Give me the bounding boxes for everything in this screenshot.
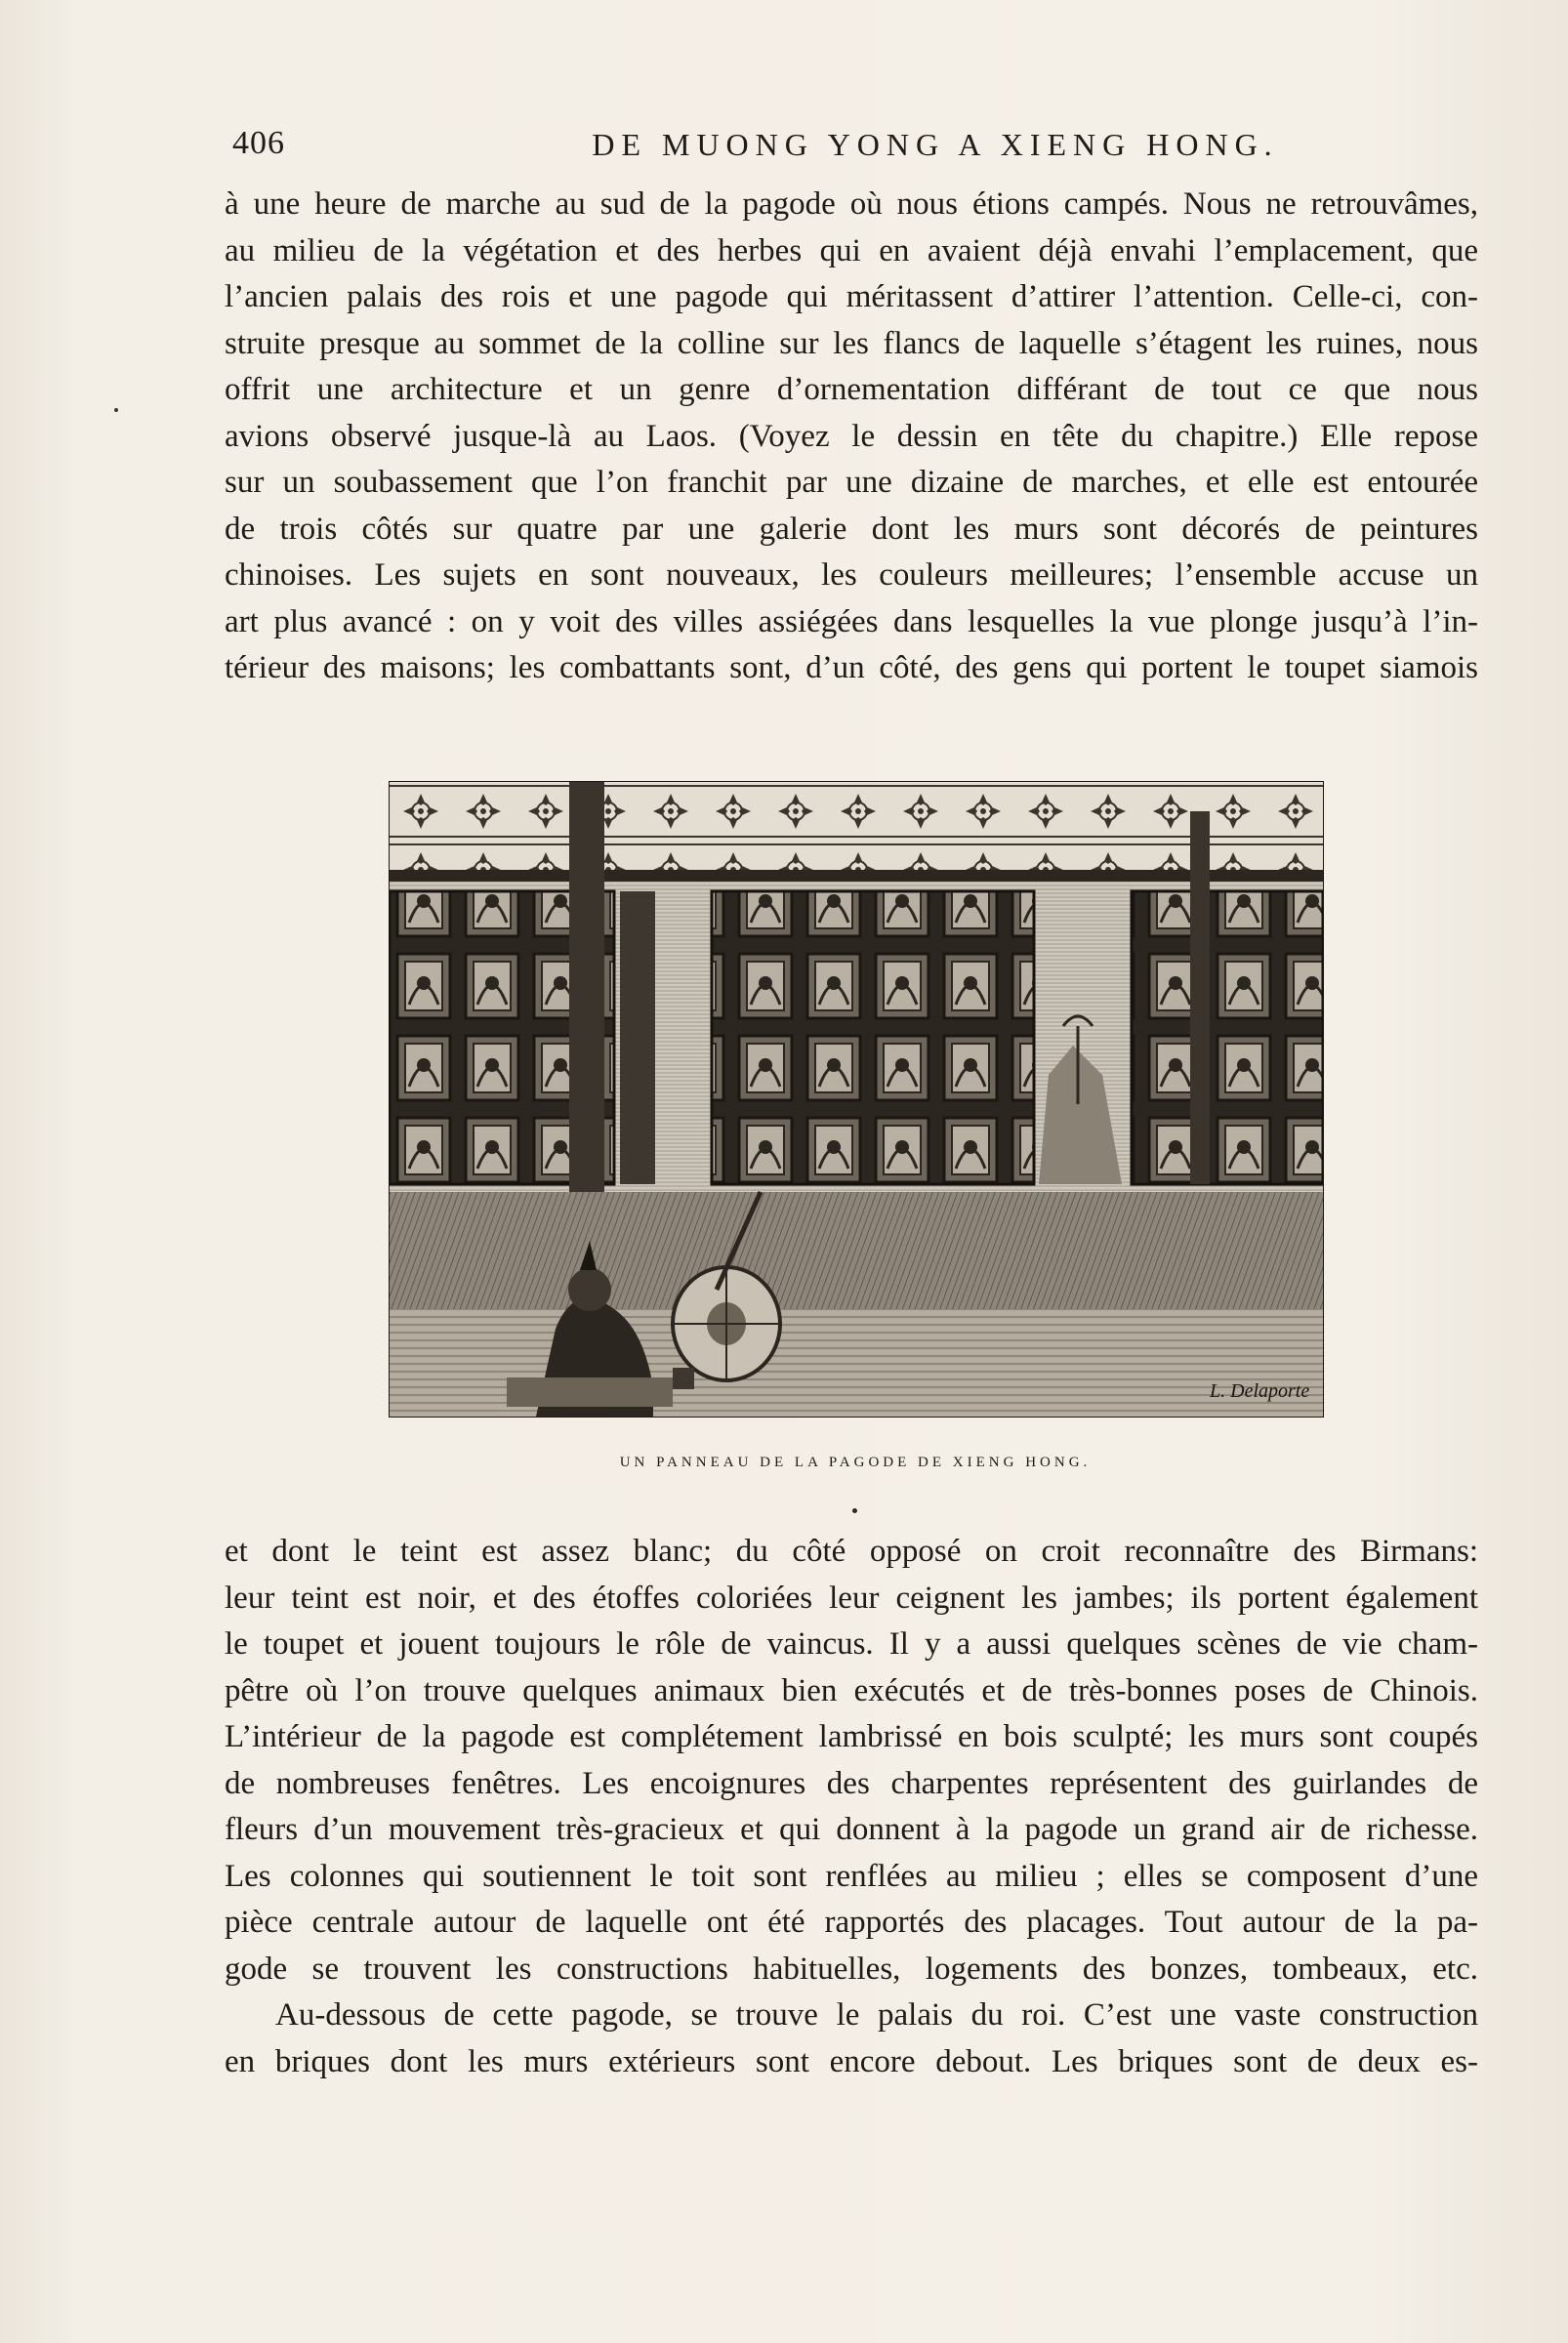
- text-line: Les colonnes qui soutiennent le toit sont renflées au milieu ; elles se composent d’une: [225, 1858, 1478, 1894]
- text-line: en briques dont les murs extérieurs sont encore debout. Les briques sont de deux es-: [225, 2043, 1478, 2079]
- artist-signature: L. Delaporte: [1210, 1380, 1310, 1402]
- engraving-illustration: [389, 781, 1324, 1418]
- text-line: térieur des maisons; les combattants sont, d’un côté, des gens qui portent le toupet siamois: [225, 650, 1478, 685]
- text-line: pièce centrale autour de laquelle ont été rapportés des placages. Tout autour de la pa-: [225, 1905, 1478, 1940]
- figure-caption: UN PANNEAU DE LA PAGODE DE XIENG HONG.: [619, 1455, 1092, 1470]
- text-line: gode se trouvent les constructions habituelles, logements des bonzes, tombeaux, etc.: [225, 1951, 1478, 1987]
- text-line: de nombreuses fenêtres. Les encoignures des charpentes représentent des guirlandes de: [225, 1765, 1478, 1801]
- text-line: struite presque au sommet de la colline sur les flancs de laquelle s’étagent les ruines, nous: [225, 325, 1478, 361]
- body-text-top: [225, 182, 1478, 692]
- text-line: l’ancien palais des rois et une pagode qui méritassent d’attirer l’attention. Celle-ci, con-: [225, 279, 1478, 314]
- text-line: au milieu de la végétation et des herbes qui en avaient déjà envahi l’emplacement, que: [225, 232, 1478, 268]
- text-line: sur un soubassement que l’on franchit par une dizaine de marches, et elle est entourée: [225, 465, 1478, 500]
- text-line: offrit une architecture et un genre d’ornementation différant de tout ce que nous: [225, 372, 1478, 407]
- text-line: pêtre où l’on trouve quelques animaux bien exécutés et de très-bonnes poses de Chinois.: [225, 1672, 1478, 1708]
- text-line: chinoises. Les sujets en sont nouveaux, les couleurs meilleures; l’ensemble accuse un: [225, 557, 1478, 593]
- body-text-bottom: [225, 1529, 1478, 2085]
- text-line: avions observé jusque-là au Laos. (Voyez le dessin en tête du chapitre.) Elle repose: [225, 418, 1478, 454]
- text-line: et dont le teint est assez blanc; du côté opposé on croit reconnaître des Birmans:: [225, 1534, 1478, 1569]
- ink-dot: [852, 1508, 857, 1513]
- page-number: 406: [232, 125, 285, 161]
- running-head: [232, 125, 1476, 168]
- text-line: fleurs d’un mouvement très-gracieux et qui donnent à la pagode un grand air de richesse.: [225, 1812, 1478, 1847]
- paper-speck: [114, 408, 118, 412]
- text-line: L’intérieur de la pagode est complétement lambrissé en bois sculpté; les murs sont coupés: [225, 1719, 1478, 1754]
- text-line: de trois côtés sur quatre par une galerie dont les murs sont décorés de peintures: [225, 511, 1478, 547]
- chapter-title: DE MUONG YONG A XIENG HONG.: [592, 127, 1279, 162]
- text-line: Au-dessous de cette pagode, se trouve le palais du roi. C’est une vaste construction: [275, 1997, 1478, 2033]
- text-line: le toupet et jouent toujours le rôle de vaincus. Il y a aussi quelques scènes de vie cham-: [225, 1626, 1478, 1662]
- text-line: leur teint est noir, et des étoffes coloriées leur ceignent les jambes; ils portent également: [225, 1580, 1478, 1616]
- text-line: à une heure de marche au sud de la pagode où nous étions campés. Nous ne retrouvâmes,: [225, 186, 1478, 222]
- text-line: art plus avancé : on y voit des villes assiégées dans lesquelles la vue plonge jusqu’à l’in-: [225, 603, 1478, 639]
